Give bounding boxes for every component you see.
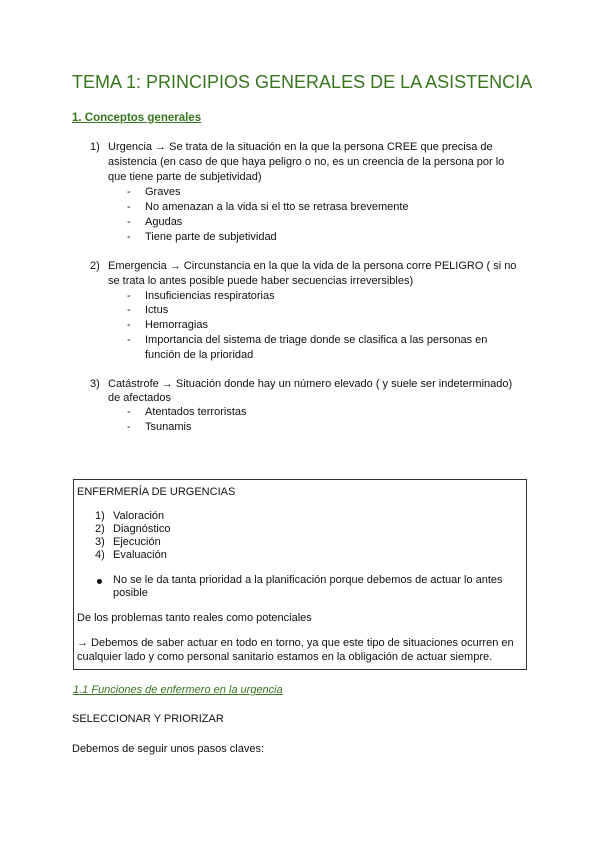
step-number: 4) — [95, 549, 105, 561]
sub-item: Insuficiencias respiratorias — [145, 290, 275, 302]
dash: - — [127, 216, 131, 228]
step-number: 2) — [95, 523, 105, 535]
dash: - — [127, 334, 131, 346]
sub-item: Agudas — [145, 216, 183, 228]
dash: - — [127, 319, 131, 331]
sub-item: Tiene parte de subjetividad — [145, 231, 277, 243]
section-heading-conceptos: 1. Conceptos generales — [72, 112, 202, 124]
list-number: 2) — [90, 260, 100, 272]
dash: - — [127, 406, 131, 418]
list-item-text: asistencia (en caso de que haya peligro o no, es un creencia de la persona por lo — [108, 156, 505, 168]
bullet-text: No se le da tanta prioridad a la planificación porque debemos de actuar lo antes — [113, 574, 503, 586]
document-title: TEMA 1: PRINCIPIOS GENERALES DE LA ASISTENCIA — [72, 72, 533, 92]
sub-item: Ictus — [145, 304, 169, 316]
problems-text: De los problemas tanto reales como potenciales — [77, 612, 312, 624]
bullet-text: posible — [113, 587, 148, 599]
dash: - — [127, 231, 131, 243]
caps-text: SELECCIONAR Y PRIORIZAR — [72, 713, 224, 725]
list-item-text: Emergencia → Circunstancia en la que la vida de la persona corre PELIGRO ( si no — [108, 260, 517, 272]
dash: - — [127, 421, 131, 433]
list-number: 3) — [90, 378, 100, 390]
dash: - — [127, 304, 131, 316]
sub-item: Atentados terroristas — [145, 406, 247, 418]
sub-item: No amenazan a la vida si el tto se retrasa brevemente — [145, 201, 409, 213]
dash: - — [127, 201, 131, 213]
list-item-text: se trata lo antes posible puede haber secuencias irreversibles) — [108, 275, 414, 287]
list-item-text: Catástrofe → Situación donde hay un número elevado ( y suele ser indeterminado) — [108, 378, 513, 390]
dash: - — [127, 186, 131, 198]
paragraph: Debemos de seguir unos pasos claves: — [72, 743, 264, 755]
step-text: Evaluación — [113, 549, 167, 561]
step-text: Diagnóstico — [113, 523, 171, 535]
sub-item: función de la prioridad — [145, 349, 254, 361]
dash: - — [127, 290, 131, 302]
list-item-text: Urgencia → Se trata de la situación en la que la persona CREE que precisa de — [108, 141, 493, 153]
list-number: 1) — [90, 141, 100, 153]
step-text: Ejecución — [113, 536, 161, 548]
box-heading: ENFERMERÍA DE URGENCIAS — [77, 486, 236, 498]
note-text: → Debemos de saber actuar en todo en torno, ya que este tipo de situaciones ocurren en — [77, 637, 514, 649]
note-text: cualquier lado y como personal sanitario estamos en la obligación de actuar siempre. — [77, 651, 493, 663]
sub-item: Graves — [145, 186, 181, 198]
sub-item: Importancia del sistema de triage donde se clasifica a las personas en — [145, 334, 488, 346]
subsection-heading: 1.1 Funciones de enfermero en la urgencia — [73, 684, 283, 696]
list-item-text: de afectados — [108, 392, 171, 404]
list-item-text: que tiene parte de subjetividad) — [108, 171, 262, 183]
sub-item: Tsunamis — [145, 421, 192, 433]
step-number: 1) — [95, 510, 105, 522]
step-number: 3) — [95, 536, 105, 548]
sub-item: Hemorragias — [145, 319, 208, 331]
step-text: Valoración — [113, 510, 165, 522]
bullet-icon — [97, 579, 102, 584]
